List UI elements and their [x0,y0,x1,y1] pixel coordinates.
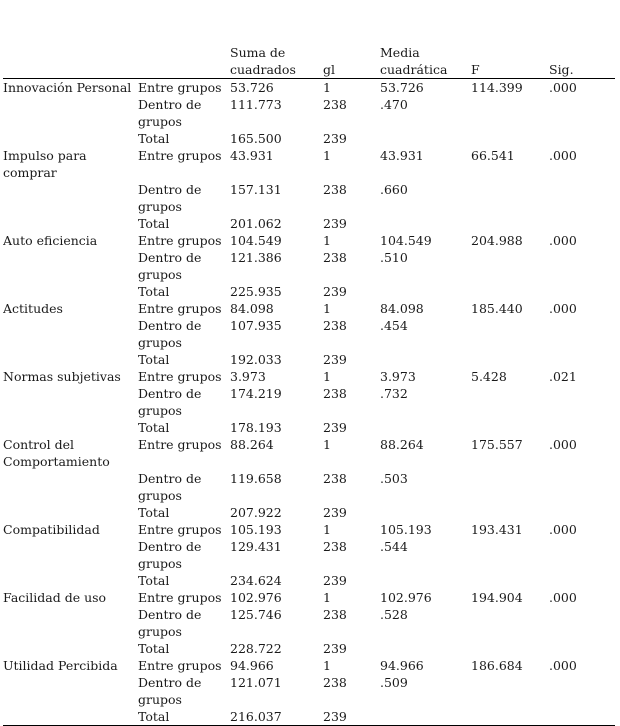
source-cell: Total [138,216,170,231]
significance-cell [549,538,615,572]
source-cell: Entre grupos [138,148,222,163]
f-value-cell [471,130,549,147]
f-value-cell [471,538,549,572]
df-cell: 238 [323,539,347,554]
mean-square-cell: 104.549 [380,233,432,248]
significance-cell: .000 [549,301,577,316]
table-row [3,657,615,674]
variable-name-cell [3,317,138,351]
df-cell: 239 [323,708,380,726]
f-value-cell [471,504,549,521]
variable-name-cell [3,385,138,419]
f-value-cell [471,572,549,589]
significance-cell [549,674,615,708]
sum-of-squares-cell: 174.219 [230,386,282,401]
df-cell: 1 [323,437,331,452]
variable-name-cell [3,504,138,521]
df-cell: 1 [323,369,331,384]
df-cell: 1 [323,590,331,605]
sum-of-squares-cell: 228.722 [230,641,282,656]
table-row [3,181,615,215]
f-value-cell: 5.428 [471,369,507,384]
f-value-cell: 185.440 [471,301,523,316]
header-variable [3,44,138,79]
df-cell: 1 [323,80,331,95]
anova-table [3,44,615,726]
f-value-cell [471,470,549,504]
sum-of-squares-cell: 178.193 [230,420,282,435]
table-row [3,470,615,504]
significance-cell: .000 [549,233,577,248]
mean-square-cell [380,419,471,436]
table-row [3,368,615,385]
mean-square-cell [380,130,471,147]
source-cell: Dentro de grupos [138,318,202,350]
variable-name-cell [3,419,138,436]
header-source [138,44,230,79]
mean-square-cell [380,572,471,589]
significance-cell: .000 [549,522,577,537]
source-cell: Dentro de grupos [138,386,202,418]
variable-name-cell [3,674,138,708]
table-row [3,606,615,640]
variable-name-cell [3,640,138,657]
sum-of-squares-cell: 3.973 [230,369,266,384]
header-df: gl [323,44,380,79]
source-cell: Total [138,131,170,146]
sum-of-squares-cell: 94.966 [230,658,274,673]
source-cell: Dentro de grupos [138,182,202,214]
variable-name-cell: Actitudes [3,301,63,316]
sum-of-squares-cell: 234.624 [230,573,282,588]
variable-name-cell [3,572,138,589]
source-cell: Dentro de grupos [138,97,202,129]
significance-cell: .000 [549,590,577,605]
table-row [3,572,615,589]
significance-cell [549,419,615,436]
df-cell: 238 [323,607,347,622]
header-sig: Sig. [549,44,615,79]
table-row [3,538,615,572]
variable-name-cell [3,470,138,504]
f-value-cell: 186.684 [471,658,523,673]
variable-name-cell [3,351,138,368]
source-cell: Total [138,708,230,726]
mean-square-cell [380,708,471,726]
df-cell: 1 [323,658,331,673]
df-cell: 239 [323,216,347,231]
f-value-cell: 66.541 [471,148,515,163]
table-row [3,130,615,147]
sum-of-squares-cell: 43.931 [230,148,274,163]
f-value-cell: 175.557 [471,437,523,452]
df-cell: 1 [323,148,331,163]
sum-of-squares-cell: 201.062 [230,216,282,231]
df-cell: 238 [323,675,347,690]
source-cell: Entre grupos [138,80,222,95]
df-cell: 1 [323,522,331,537]
source-cell: Dentro de grupos [138,471,202,503]
mean-square-cell [380,215,471,232]
mean-square-cell: .732 [380,386,408,401]
sum-of-squares-cell: 121.386 [230,250,282,265]
mean-square-cell: .510 [380,250,408,265]
significance-cell [549,470,615,504]
f-value-cell [471,419,549,436]
f-value-cell [471,215,549,232]
sum-of-squares-cell: 192.033 [230,352,282,367]
mean-square-cell: .509 [380,675,408,690]
mean-square-cell: .470 [380,97,408,112]
mean-square-cell: .660 [380,182,408,197]
table-row [3,96,615,130]
sum-of-squares-cell: 216.037 [230,708,323,726]
df-cell: 239 [323,573,347,588]
df-cell: 239 [323,641,347,656]
f-value-cell [471,96,549,130]
sum-of-squares-cell: 125.746 [230,607,282,622]
table-row [3,385,615,419]
variable-name-cell [3,181,138,215]
source-cell: Total [138,420,170,435]
variable-name-cell: Utilidad Percibida [3,658,118,673]
table-row [3,317,615,351]
f-value-cell: 114.399 [471,80,523,95]
significance-cell: .000 [549,437,577,452]
mean-square-cell: .503 [380,471,408,486]
df-cell: 238 [323,318,347,333]
significance-cell [549,640,615,657]
variable-name-cell [3,215,138,232]
source-cell: Dentro de grupos [138,607,202,639]
sum-of-squares-cell: 157.131 [230,182,282,197]
f-value-cell [471,640,549,657]
mean-square-cell [380,640,471,657]
mean-square-cell: 53.726 [380,80,424,95]
significance-cell [549,385,615,419]
significance-cell: .000 [549,658,577,673]
df-cell: 239 [323,505,347,520]
table-row [3,147,615,181]
source-cell: Dentro de grupos [138,675,202,707]
mean-square-cell: .454 [380,318,408,333]
df-cell: 239 [323,284,347,299]
variable-name-cell: Innovación Personal [3,80,132,95]
table-row [3,674,615,708]
significance-cell [549,249,615,283]
variable-name-cell [3,538,138,572]
significance-cell [549,708,615,726]
table-row [3,708,615,726]
significance-cell [549,283,615,300]
sum-of-squares-cell: 107.935 [230,318,282,333]
mean-square-cell: 88.264 [380,437,424,452]
significance-cell [549,572,615,589]
sum-of-squares-cell: 104.549 [230,233,282,248]
table-row [3,419,615,436]
f-value-cell [471,385,549,419]
source-cell: Entre grupos [138,590,222,605]
source-cell: Total [138,284,170,299]
table-body [3,79,615,726]
sum-of-squares-cell: 207.922 [230,505,282,520]
sum-of-squares-cell: 225.935 [230,284,282,299]
f-value-cell [471,606,549,640]
f-value-cell [471,317,549,351]
table-row [3,79,615,97]
mean-square-cell: 84.098 [380,301,424,316]
table-row [3,521,615,538]
df-cell: 238 [323,97,347,112]
mean-square-cell: 102.976 [380,590,432,605]
table-row [3,300,615,317]
significance-cell [549,317,615,351]
f-value-cell [471,249,549,283]
mean-square-cell [380,283,471,300]
sum-of-squares-cell: 165.500 [230,131,282,146]
mean-square-cell [380,351,471,368]
mean-square-cell: .544 [380,539,408,554]
sum-of-squares-cell: 84.098 [230,301,274,316]
sum-of-squares-cell: 102.976 [230,590,282,605]
significance-cell: .021 [549,369,577,384]
significance-cell [549,96,615,130]
source-cell: Total [138,505,170,520]
table-row [3,351,615,368]
f-value-cell: 194.904 [471,590,523,605]
significance-cell: .000 [549,148,577,163]
significance-cell [549,504,615,521]
table-row [3,589,615,606]
sum-of-squares-cell: 119.658 [230,471,282,486]
mean-square-cell: .528 [380,607,408,622]
variable-name-cell [3,708,138,726]
f-value-cell [471,181,549,215]
table-row [3,215,615,232]
table-row [3,640,615,657]
source-cell: Entre grupos [138,233,222,248]
sum-of-squares-cell: 88.264 [230,437,274,452]
header-sum-of-squares: Suma de cuadrados [230,44,323,79]
variable-name-cell [3,249,138,283]
source-cell: Entre grupos [138,658,222,673]
df-cell: 239 [323,352,347,367]
df-cell: 238 [323,182,347,197]
mean-square-cell [380,504,471,521]
source-cell: Total [138,573,170,588]
source-cell: Entre grupos [138,437,222,452]
header-mean-square: Media cuadrática [380,44,471,79]
variable-name-cell [3,283,138,300]
significance-cell [549,351,615,368]
df-cell: 239 [323,420,347,435]
sum-of-squares-cell: 111.773 [230,97,282,112]
significance-cell [549,181,615,215]
source-cell: Total [138,641,170,656]
table-row [3,232,615,249]
source-cell: Dentro de grupos [138,250,202,282]
sum-of-squares-cell: 121.071 [230,675,282,690]
f-value-cell [471,351,549,368]
df-cell: 238 [323,386,347,401]
significance-cell [549,606,615,640]
mean-square-cell: 105.193 [380,522,432,537]
sum-of-squares-cell: 105.193 [230,522,282,537]
f-value-cell: 204.988 [471,233,523,248]
mean-square-cell: 94.966 [380,658,424,673]
df-cell: 238 [323,250,347,265]
table-row [3,283,615,300]
source-cell: Dentro de grupos [138,539,202,571]
df-cell: 1 [323,301,331,316]
mean-square-cell: 43.931 [380,148,424,163]
source-cell: Entre grupos [138,369,222,384]
significance-cell [549,130,615,147]
f-value-cell: 193.431 [471,522,523,537]
source-cell: Total [138,352,170,367]
variable-name-cell: Control del Comportamiento [3,437,110,469]
variable-name-cell [3,130,138,147]
df-cell: 239 [323,131,347,146]
f-value-cell [471,708,549,726]
significance-cell: .000 [549,80,577,95]
variable-name-cell [3,96,138,130]
variable-name-cell [3,606,138,640]
variable-name-cell: Normas subjetivas [3,369,121,384]
f-value-cell [471,674,549,708]
df-cell: 238 [323,471,347,486]
source-cell: Entre grupos [138,522,222,537]
table-row [3,504,615,521]
f-value-cell [471,283,549,300]
table-row [3,249,615,283]
table-row [3,436,615,470]
source-cell: Entre grupos [138,301,222,316]
sum-of-squares-cell: 53.726 [230,80,274,95]
variable-name-cell: Auto eficiencia [3,233,98,248]
significance-cell [549,215,615,232]
header-row [3,44,615,79]
sum-of-squares-cell: 129.431 [230,539,282,554]
df-cell: 1 [323,233,331,248]
mean-square-cell: 3.973 [380,369,416,384]
variable-name-cell: Impulso para comprar [3,148,87,180]
variable-name-cell: Compatibilidad [3,522,100,537]
variable-name-cell: Facilidad de uso [3,590,107,605]
header-f: F [471,44,549,79]
